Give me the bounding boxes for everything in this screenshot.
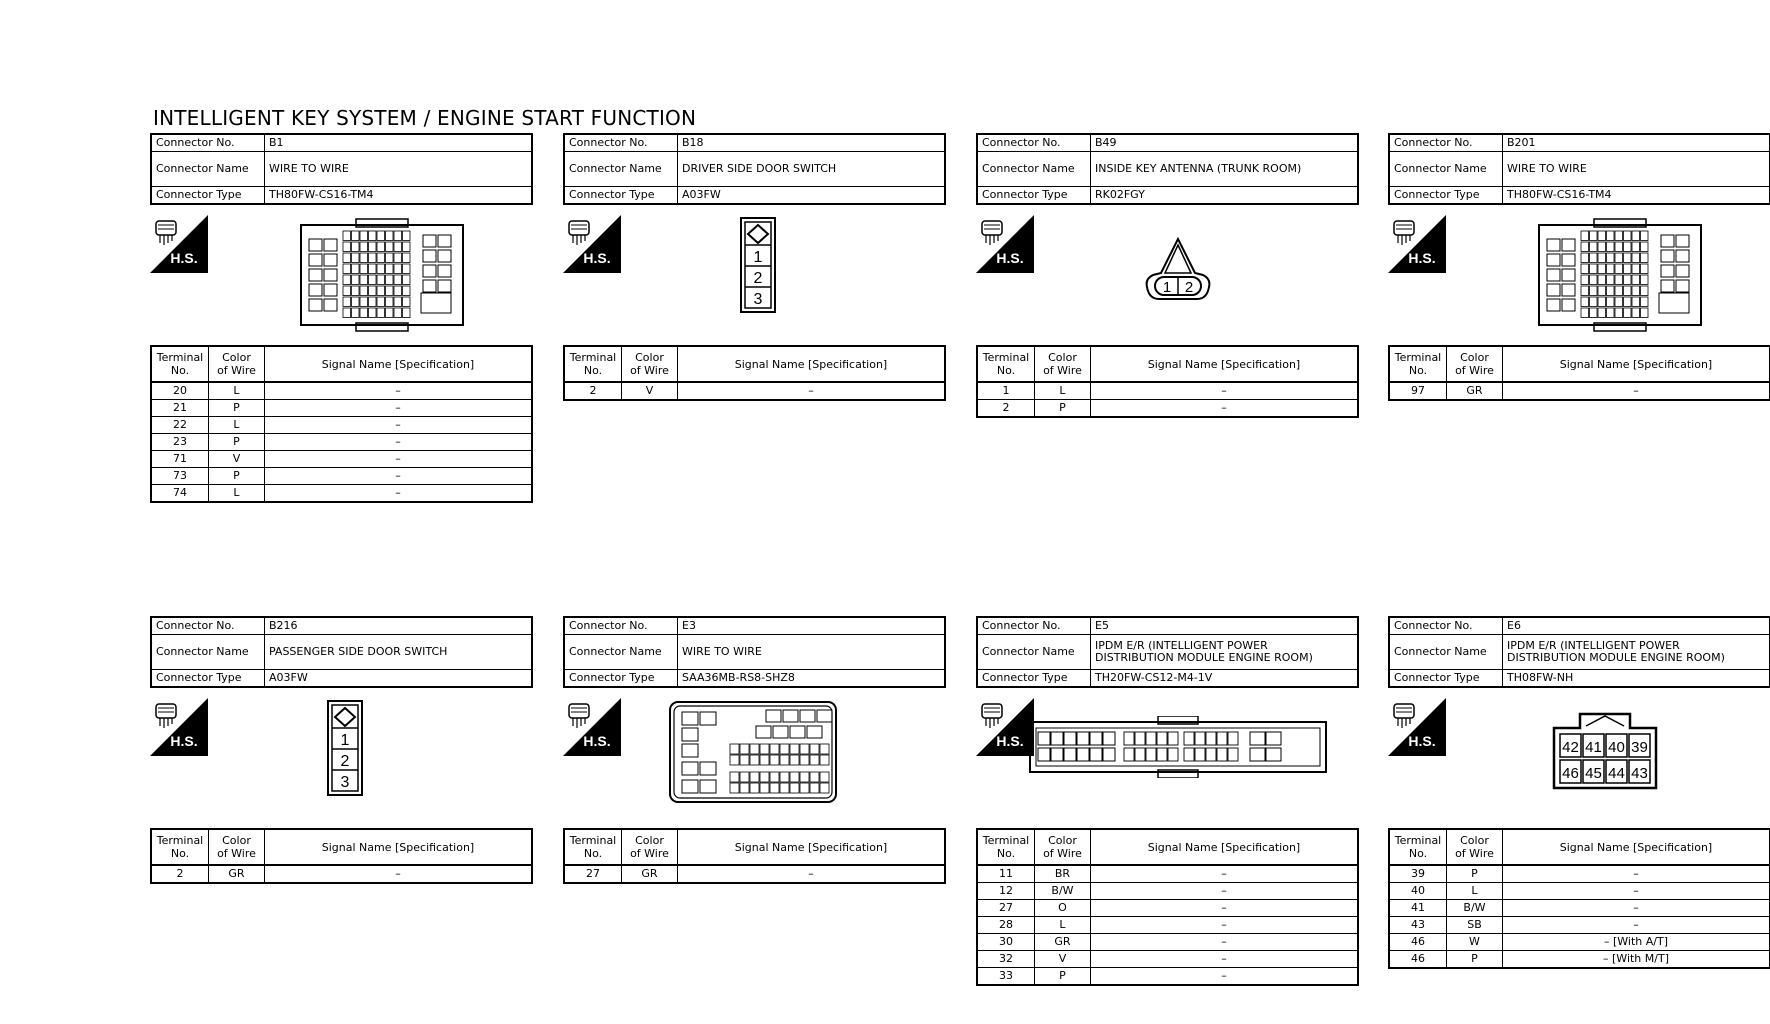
- wire-color: GR: [1447, 382, 1503, 400]
- signal-name: – [With A/T]: [1503, 934, 1770, 951]
- signal-name-header: Signal Name [Specification]: [1091, 346, 1359, 382]
- connector-name-label: Connector Name: [151, 152, 265, 187]
- wire-color: V: [1035, 951, 1091, 968]
- signal-name: –: [265, 434, 533, 451]
- connector-no-label: Connector No.: [564, 617, 678, 635]
- terminal-table: [1388, 828, 1770, 969]
- pin-label: 2: [340, 753, 350, 770]
- terminal-no-header: [977, 346, 1035, 382]
- terminal-no-header-line1: Terminal: [1394, 834, 1442, 847]
- signal-name: –: [1091, 968, 1359, 986]
- signal-name: –: [1503, 382, 1770, 400]
- connector-panel-b201: [1388, 133, 1770, 401]
- connector-panel-b216: [150, 616, 533, 884]
- signal-name: –: [265, 485, 533, 503]
- wire-color-header-line2: of Wire: [217, 847, 256, 860]
- connector-type-label: Connector Type: [977, 187, 1091, 205]
- hs-label: H.S.: [170, 250, 198, 266]
- connector-no-label: Connector No.: [977, 617, 1091, 635]
- terminal-no-header-line1: Terminal: [569, 351, 617, 364]
- pin-label: 46: [1562, 765, 1579, 782]
- connector-panel-e6: [1388, 616, 1770, 969]
- terminal-number: 39: [1389, 865, 1447, 883]
- wire-color: GR: [622, 865, 678, 883]
- terminal-no-header-line1: Terminal: [1394, 351, 1442, 364]
- connector-no-value: B201: [1503, 134, 1770, 152]
- connector-figure: [976, 688, 1359, 828]
- signal-name: – [With M/T]: [1503, 951, 1770, 969]
- connector-no-label: Connector No.: [151, 134, 265, 152]
- connector-name-line2: DISTRIBUTION MODULE ENGINE ROOM): [1095, 651, 1313, 664]
- connector-no-label: Connector No.: [564, 134, 678, 152]
- wire-color-header: [1447, 346, 1503, 382]
- connector-name-value: [678, 635, 946, 670]
- connector-name-line1: WIRE TO WIRE: [682, 645, 762, 658]
- signal-name: –: [265, 468, 533, 485]
- connector-no-value: B1: [265, 134, 533, 152]
- connector-figure: [563, 205, 946, 345]
- connector-no-value: E5: [1091, 617, 1359, 635]
- hs-label: H.S.: [583, 250, 611, 266]
- signal-name: –: [1503, 900, 1770, 917]
- connector-no-value: B18: [678, 134, 946, 152]
- connector-name-line1: IPDM E/R (INTELLIGENT POWER: [1095, 639, 1268, 652]
- connector-header: [563, 616, 946, 688]
- wire-color-header-line2: of Wire: [1455, 847, 1494, 860]
- wire-color-header: [1035, 829, 1091, 865]
- terminal-no-header-line1: Terminal: [156, 351, 204, 364]
- signal-name: –: [1091, 917, 1359, 934]
- signal-name-header: Signal Name [Specification]: [265, 829, 533, 865]
- table-row: [151, 468, 532, 485]
- terminal-number: 20: [151, 382, 209, 400]
- terminal-number: 33: [977, 968, 1035, 986]
- connector-type-value: A03FW: [678, 187, 946, 205]
- hs-label: H.S.: [996, 733, 1024, 749]
- wire-color: L: [1035, 917, 1091, 934]
- connector-panel-e3: [563, 616, 946, 884]
- wire-color-header: [209, 829, 265, 865]
- connector-name-label: Connector Name: [151, 635, 265, 670]
- terminal-number: 12: [977, 883, 1035, 900]
- terminal-number: 74: [151, 485, 209, 503]
- terminal-no-header-line1: Terminal: [982, 351, 1030, 364]
- hs-label: H.S.: [1408, 250, 1436, 266]
- terminal-number: 27: [977, 900, 1035, 917]
- hs-label: H.S.: [583, 733, 611, 749]
- signal-name-header: Signal Name [Specification]: [678, 829, 946, 865]
- signal-name: –: [1091, 400, 1359, 418]
- connector-type-label: Connector Type: [151, 670, 265, 688]
- signal-name: –: [265, 865, 533, 883]
- harness-side-icon: [563, 215, 621, 273]
- pin-label: 1: [1162, 279, 1172, 296]
- table-row: [1389, 917, 1770, 934]
- terminal-number: 71: [151, 451, 209, 468]
- connector-type-label: Connector Type: [564, 670, 678, 688]
- table-row: [977, 968, 1358, 986]
- connector-no-label: Connector No.: [1389, 617, 1503, 635]
- wire-color-header-line1: Color: [1048, 834, 1077, 847]
- wire-color: P: [1447, 951, 1503, 969]
- wire-color: P: [209, 434, 265, 451]
- wire-color: GR: [1035, 934, 1091, 951]
- table-row: [151, 485, 532, 503]
- pin-label: 1: [340, 732, 350, 749]
- connector-type-value: TH08FW-NH: [1503, 670, 1770, 688]
- wire-color-header-line2: of Wire: [1043, 847, 1082, 860]
- hs-label: H.S.: [170, 733, 198, 749]
- signal-name: –: [1091, 865, 1359, 883]
- terminal-no-header: [151, 829, 209, 865]
- terminal-no-header: [1389, 829, 1447, 865]
- terminal-number: 22: [151, 417, 209, 434]
- wire-color: V: [622, 382, 678, 400]
- terminal-number: 28: [977, 917, 1035, 934]
- table-row: [1389, 883, 1770, 900]
- pin-label: 2: [1184, 279, 1194, 296]
- connector-no-label: Connector No.: [977, 134, 1091, 152]
- wire-color: V: [209, 451, 265, 468]
- table-row: [151, 382, 532, 400]
- signal-name: –: [1503, 917, 1770, 934]
- pin-label: 43: [1631, 765, 1648, 782]
- connector-name-value: [678, 152, 946, 187]
- antenna-connector-drawing: [1143, 235, 1213, 303]
- wire-color-header: [622, 346, 678, 382]
- connector-name-line1: INSIDE KEY ANTENNA (TRUNK ROOM): [1095, 162, 1302, 175]
- door-switch-connector-drawing: [740, 217, 776, 313]
- table-row: [1389, 951, 1770, 969]
- connector-name-line2: DISTRIBUTION MODULE ENGINE ROOM): [1507, 651, 1725, 664]
- hs-label: H.S.: [996, 250, 1024, 266]
- wire-color-header-line2: of Wire: [217, 364, 256, 377]
- terminal-number: 97: [1389, 382, 1447, 400]
- wire-color-header-line1: Color: [635, 834, 664, 847]
- terminal-number: 2: [977, 400, 1035, 418]
- wire-color: L: [1035, 382, 1091, 400]
- terminal-no-header-line2: No.: [583, 847, 603, 860]
- wire-color: P: [1447, 865, 1503, 883]
- signal-name-header: Signal Name [Specification]: [678, 346, 946, 382]
- hs-label: H.S.: [1408, 733, 1436, 749]
- connector-name-line1: DRIVER SIDE DOOR SWITCH: [682, 162, 837, 175]
- wire-color: P: [209, 468, 265, 485]
- terminal-table: [563, 345, 946, 401]
- connector-name-label: Connector Name: [1389, 152, 1503, 187]
- connector-name-label: Connector Name: [564, 152, 678, 187]
- harness-side-icon: [150, 698, 208, 756]
- connector-name-label: Connector Name: [1389, 635, 1503, 670]
- pin-label: 45: [1585, 765, 1602, 782]
- e3-connector-face-drawing: [668, 700, 838, 804]
- signal-name: –: [1091, 934, 1359, 951]
- connector-name-value: [1503, 152, 1770, 187]
- signal-name: –: [1091, 900, 1359, 917]
- connector-panel-b18: [563, 133, 946, 401]
- signal-name: –: [1503, 883, 1770, 900]
- signal-name-header: Signal Name [Specification]: [265, 346, 533, 382]
- table-row: [977, 865, 1358, 883]
- connector-type-label: Connector Type: [564, 187, 678, 205]
- signal-name-header: Signal Name [Specification]: [1091, 829, 1359, 865]
- wire-color-header-line2: of Wire: [1043, 364, 1082, 377]
- wire-color-header: [622, 829, 678, 865]
- connector-name-label: Connector Name: [977, 152, 1091, 187]
- connector-no-label: Connector No.: [1389, 134, 1503, 152]
- connector-figure: [150, 205, 533, 345]
- connector-name-value: [265, 635, 533, 670]
- connector-face-drawing: [299, 217, 465, 333]
- harness-side-icon: [1388, 215, 1446, 273]
- wire-color-header-line2: of Wire: [630, 364, 669, 377]
- pin-label: 1: [753, 249, 763, 266]
- table-row: [977, 400, 1358, 418]
- wire-color-header-line1: Color: [1460, 834, 1489, 847]
- pin-label: 44: [1608, 765, 1625, 782]
- connector-no-label: Connector No.: [151, 617, 265, 635]
- connector-header: [1388, 133, 1770, 205]
- terminal-number: 23: [151, 434, 209, 451]
- table-row: [151, 451, 532, 468]
- table-row: [564, 382, 945, 400]
- signal-name: –: [1503, 865, 1770, 883]
- wire-color: P: [209, 400, 265, 417]
- connector-no-value: E6: [1503, 617, 1770, 635]
- connector-panel-e5: [976, 616, 1359, 986]
- pin-label: 41: [1585, 739, 1602, 756]
- wire-color: B/W: [1447, 900, 1503, 917]
- wire-color: L: [209, 417, 265, 434]
- table-row: [564, 865, 945, 883]
- wire-color: L: [209, 485, 265, 503]
- terminal-no-header-line2: No.: [996, 364, 1016, 377]
- terminal-table: [1388, 345, 1770, 401]
- wire-color-header-line1: Color: [222, 834, 251, 847]
- terminal-no-header-line1: Terminal: [982, 834, 1030, 847]
- terminal-number: 41: [1389, 900, 1447, 917]
- table-row: [151, 400, 532, 417]
- wire-color: SB: [1447, 917, 1503, 934]
- harness-side-icon: [150, 215, 208, 273]
- connector-header: [976, 616, 1359, 688]
- wire-color-header-line1: Color: [1460, 351, 1489, 364]
- table-row: [151, 434, 532, 451]
- connector-type-value: RK02FGY: [1091, 187, 1359, 205]
- connector-face-drawing: [1537, 217, 1703, 333]
- table-row: [977, 951, 1358, 968]
- connector-name-value: [1503, 635, 1770, 670]
- connector-type-label: Connector Type: [977, 670, 1091, 688]
- table-row: [151, 865, 532, 883]
- terminal-number: 32: [977, 951, 1035, 968]
- wire-color: L: [1447, 883, 1503, 900]
- pin-label: 3: [340, 774, 350, 791]
- wire-color-header-line1: Color: [222, 351, 251, 364]
- signal-name: –: [265, 417, 533, 434]
- connector-header: [150, 616, 533, 688]
- terminal-number: 46: [1389, 934, 1447, 951]
- table-row: [1389, 382, 1770, 400]
- terminal-no-header: [977, 829, 1035, 865]
- harness-side-icon: [976, 215, 1034, 273]
- terminal-no-header-line2: No.: [170, 847, 190, 860]
- connector-type-label: Connector Type: [1389, 670, 1503, 688]
- wire-color: P: [1035, 400, 1091, 418]
- harness-side-icon: [563, 698, 621, 756]
- terminal-no-header-line2: No.: [170, 364, 190, 377]
- table-row: [977, 934, 1358, 951]
- table-row: [977, 883, 1358, 900]
- harness-side-icon: [1388, 698, 1446, 756]
- wire-color: W: [1447, 934, 1503, 951]
- terminal-number: 1: [977, 382, 1035, 400]
- terminal-no-header-line2: No.: [1408, 847, 1428, 860]
- wire-color-header: [1035, 346, 1091, 382]
- table-row: [1389, 900, 1770, 917]
- connector-figure: [563, 688, 946, 828]
- signal-name: –: [1091, 951, 1359, 968]
- terminal-number: 27: [564, 865, 622, 883]
- door-switch-connector-drawing: [327, 700, 363, 796]
- table-row: [151, 417, 532, 434]
- table-row: [977, 382, 1358, 400]
- connector-header: [563, 133, 946, 205]
- terminal-no-header-line2: No.: [1408, 364, 1428, 377]
- signal-name: –: [678, 865, 946, 883]
- connector-name-label: Connector Name: [564, 635, 678, 670]
- connector-figure: [1388, 688, 1770, 828]
- connector-no-value: B216: [265, 617, 533, 635]
- signal-name: –: [1091, 883, 1359, 900]
- terminal-number: 21: [151, 400, 209, 417]
- connector-name-label: Connector Name: [977, 635, 1091, 670]
- pin-label: 2: [753, 270, 763, 287]
- terminal-no-header: [1389, 346, 1447, 382]
- signal-name: –: [678, 382, 946, 400]
- terminal-number: 2: [564, 382, 622, 400]
- table-row: [1389, 865, 1770, 883]
- pin-label: 39: [1631, 739, 1648, 756]
- connector-panel-b49: [976, 133, 1359, 418]
- terminal-table: [976, 345, 1359, 418]
- connector-figure: [976, 205, 1359, 345]
- terminal-number: 11: [977, 865, 1035, 883]
- wire-color-header: [209, 346, 265, 382]
- connector-name-line1: PASSENGER SIDE DOOR SWITCH: [269, 645, 448, 658]
- connector-type-value: TH20FW-CS12-M4-1V: [1091, 670, 1359, 688]
- wire-color-header-line2: of Wire: [630, 847, 669, 860]
- connector-header: [150, 133, 533, 205]
- wire-color: L: [209, 382, 265, 400]
- terminal-table: [150, 828, 533, 884]
- terminal-no-header-line1: Terminal: [156, 834, 204, 847]
- table-row: [977, 900, 1358, 917]
- connector-type-label: Connector Type: [151, 187, 265, 205]
- signal-name: –: [1091, 382, 1359, 400]
- wire-color: B/W: [1035, 883, 1091, 900]
- terminal-number: 46: [1389, 951, 1447, 969]
- wire-color: BR: [1035, 865, 1091, 883]
- connector-no-value: B49: [1091, 134, 1359, 152]
- wire-color: P: [1035, 968, 1091, 986]
- connector-type-value: TH80FW-CS16-TM4: [265, 187, 533, 205]
- connector-name-line1: WIRE TO WIRE: [1507, 162, 1587, 175]
- connector-figure: [1388, 205, 1770, 345]
- connector-header: [1388, 616, 1770, 688]
- terminal-number: 73: [151, 468, 209, 485]
- terminal-no-header-line1: Terminal: [569, 834, 617, 847]
- e6-connector-face-drawing: [1552, 710, 1658, 790]
- connector-type-value: A03FW: [265, 670, 533, 688]
- connector-name-line1: WIRE TO WIRE: [269, 162, 349, 175]
- connector-no-value: E3: [678, 617, 946, 635]
- harness-side-icon: [976, 698, 1034, 756]
- wire-color: O: [1035, 900, 1091, 917]
- connector-header: [976, 133, 1359, 205]
- pin-label: 40: [1608, 739, 1625, 756]
- connector-name-line1: IPDM E/R (INTELLIGENT POWER: [1507, 639, 1680, 652]
- connector-figure: [150, 688, 533, 828]
- signal-name: –: [265, 451, 533, 468]
- terminal-no-header: [151, 346, 209, 382]
- terminal-number: 30: [977, 934, 1035, 951]
- terminal-no-header-line2: No.: [583, 364, 603, 377]
- signal-name: –: [265, 400, 533, 417]
- page-title: INTELLIGENT KEY SYSTEM / ENGINE START FUNCTION: [153, 106, 697, 130]
- wire-color-header: [1447, 829, 1503, 865]
- e5-connector-face-drawing: [1028, 716, 1328, 778]
- terminal-no-header-line2: No.: [996, 847, 1016, 860]
- wire-color-header-line1: Color: [635, 351, 664, 364]
- connector-name-value: [265, 152, 533, 187]
- terminal-no-header: [564, 346, 622, 382]
- terminal-no-header: [564, 829, 622, 865]
- wire-color-header-line1: Color: [1048, 351, 1077, 364]
- connector-type-label: Connector Type: [1389, 187, 1503, 205]
- table-row: [977, 917, 1358, 934]
- signal-name: –: [265, 382, 533, 400]
- terminal-number: 43: [1389, 917, 1447, 934]
- terminal-table: [150, 345, 533, 503]
- connector-type-value: SAA36MB-RS8-SHZ8: [678, 670, 946, 688]
- connector-panel-b1: [150, 133, 533, 503]
- wire-color-header-line2: of Wire: [1455, 364, 1494, 377]
- terminal-number: 2: [151, 865, 209, 883]
- pin-label: 42: [1562, 739, 1579, 756]
- signal-name-header: Signal Name [Specification]: [1503, 829, 1770, 865]
- pin-label: 3: [753, 291, 763, 308]
- terminal-table: [976, 828, 1359, 986]
- signal-name-header: Signal Name [Specification]: [1503, 346, 1770, 382]
- terminal-number: 40: [1389, 883, 1447, 900]
- terminal-table: [563, 828, 946, 884]
- connector-name-value: [1091, 635, 1359, 670]
- connector-type-value: TH80FW-CS16-TM4: [1503, 187, 1770, 205]
- connector-name-value: [1091, 152, 1359, 187]
- table-row: [1389, 934, 1770, 951]
- wire-color: GR: [209, 865, 265, 883]
